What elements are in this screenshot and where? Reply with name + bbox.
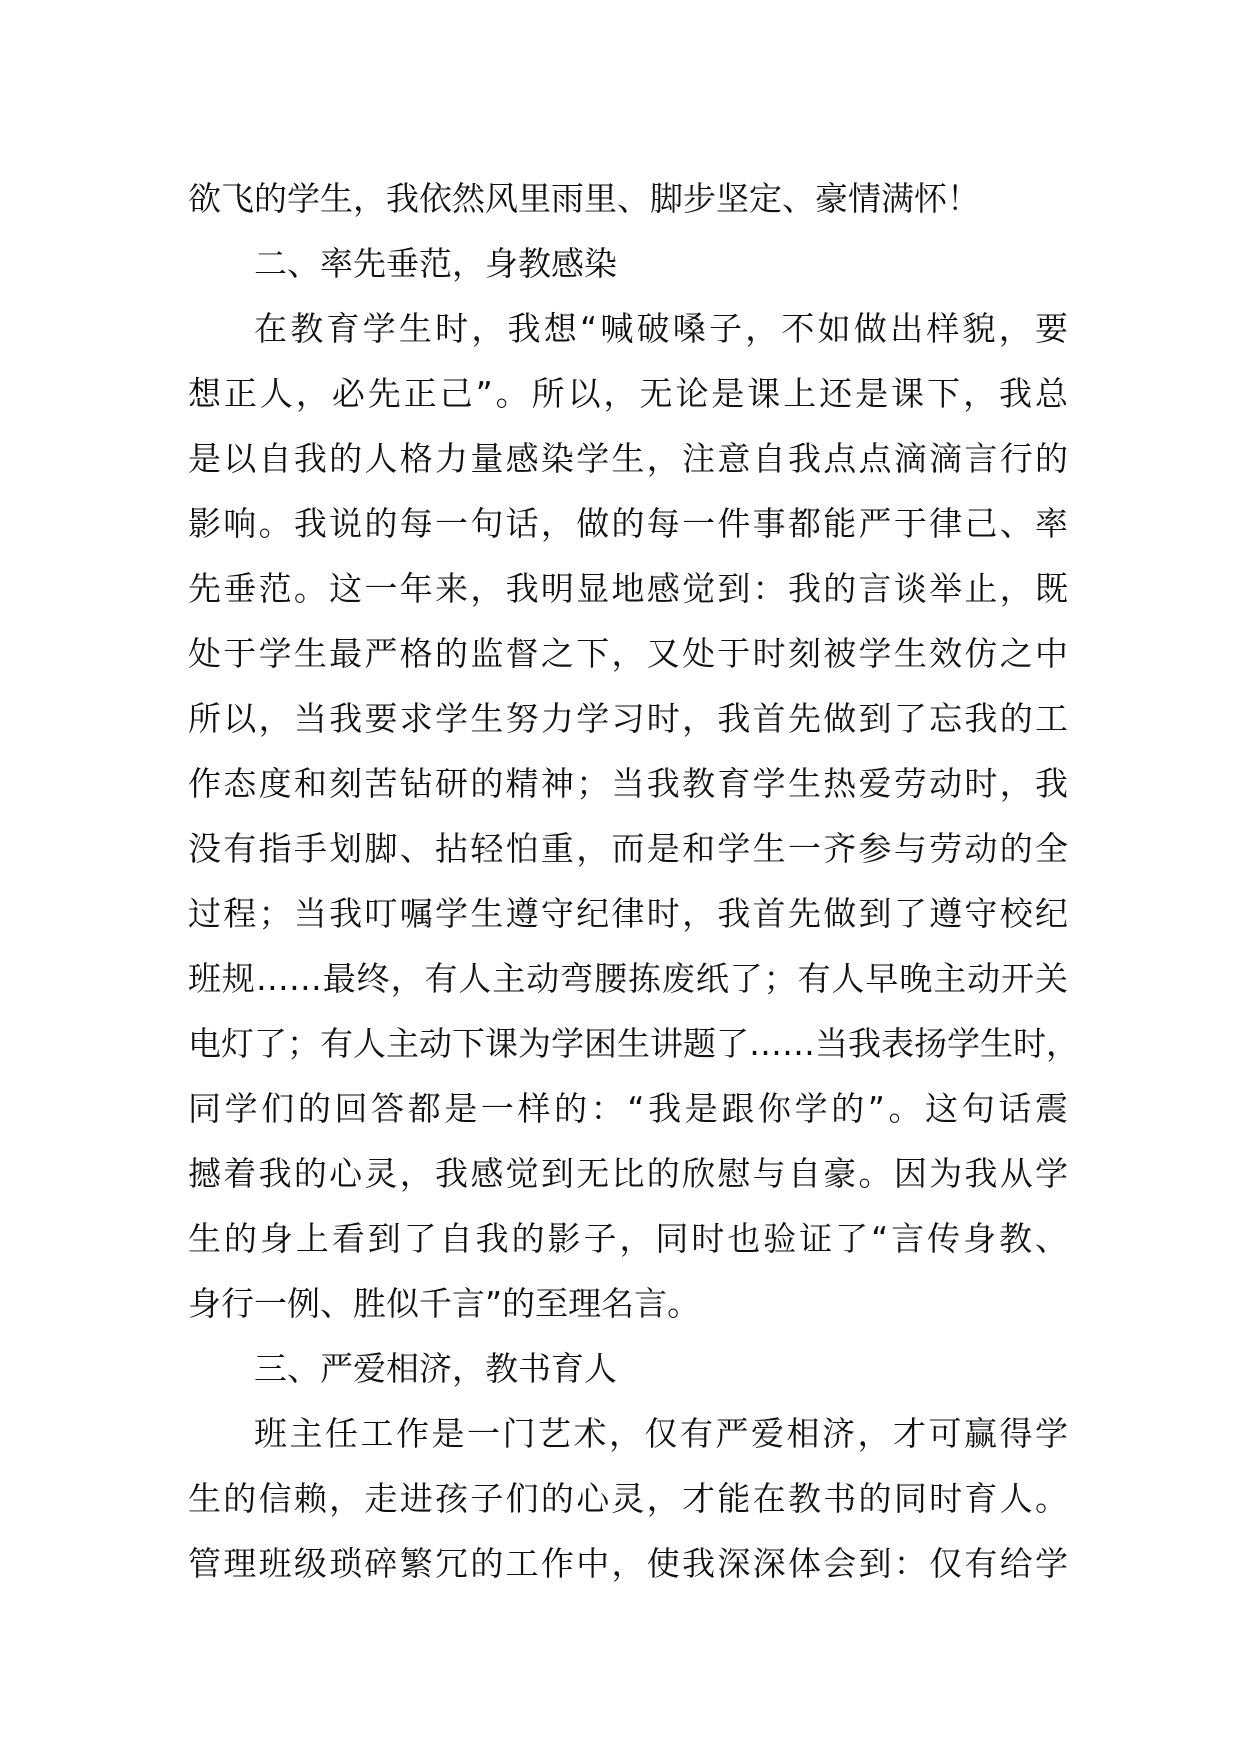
text-line: 过程；当我叮嘱学生遵守纪律时，我首先做到了遵守校纪 [188, 894, 1068, 933]
text-line: 班规……最终，有人主动弯腰拣废纸了；有人早晚主动开关 [188, 959, 1068, 998]
text-line: 所以，当我要求学生努力学习时，我首先做到了忘我的工 [188, 699, 1068, 738]
text-line: 影响。我说的每一句话，做的每一件事都能严于律己、率 [188, 504, 1068, 543]
text-line: 处于学生最严格的监督之下，又处于时刻被学生效仿之中 [188, 634, 1068, 673]
text-line: 作态度和刻苦钻研的精神；当我教育学生热爱劳动时，我 [188, 764, 1068, 803]
paragraph-first-line: 在教育学生时，我想“喊破嗓子，不如做出样貌，要 [254, 309, 1068, 348]
section-heading: 二、率先垂范，身教感染 [254, 244, 617, 283]
text-line: 想正人，必先正己”。所以，无论是课上还是课下，我总 [188, 374, 1068, 413]
section-heading: 三、严爱相济，教书育人 [254, 1349, 617, 1388]
text-line: 身行一例、胜似千言”的至理名言。 [188, 1284, 701, 1323]
text-line: 生的身上看到了自我的影子，同时也验证了“言传身教、 [188, 1219, 1068, 1258]
text-line: 电灯了；有人主动下课为学困生讲题了……当我表扬学生时， [188, 1024, 1079, 1063]
document-body [188, 166, 1079, 1596]
text-line: 管理班级琐碎繁冗的工作中，使我深深体会到：仅有给学 [188, 1544, 1068, 1583]
text-line: 同学们的回答都是一样的：“我是跟你学的”。这句话震 [188, 1089, 1068, 1128]
text-line: 是以自我的人格力量感染学生，注意自我点点滴滴言行的 [188, 439, 1068, 478]
text-line: 生的信赖，走进孩子们的心灵，才能在教书的同时育人。 [188, 1479, 1068, 1518]
text-line: 撼着我的心灵，我感觉到无比的欣慰与自豪。因为我从学 [188, 1154, 1068, 1193]
text-line: 欲飞的学生，我依然风里雨里、脚步坚定、豪情满怀！ [188, 179, 980, 218]
text-line: 没有指手划脚、拈轻怕重，而是和学生一齐参与劳动的全 [188, 829, 1068, 868]
text-line: 先垂范。这一年来，我明显地感觉到：我的言谈举止，既 [188, 569, 1068, 608]
paragraph-first-line: 班主任工作是一门艺术，仅有严爱相济，才可赢得学 [254, 1414, 1068, 1453]
